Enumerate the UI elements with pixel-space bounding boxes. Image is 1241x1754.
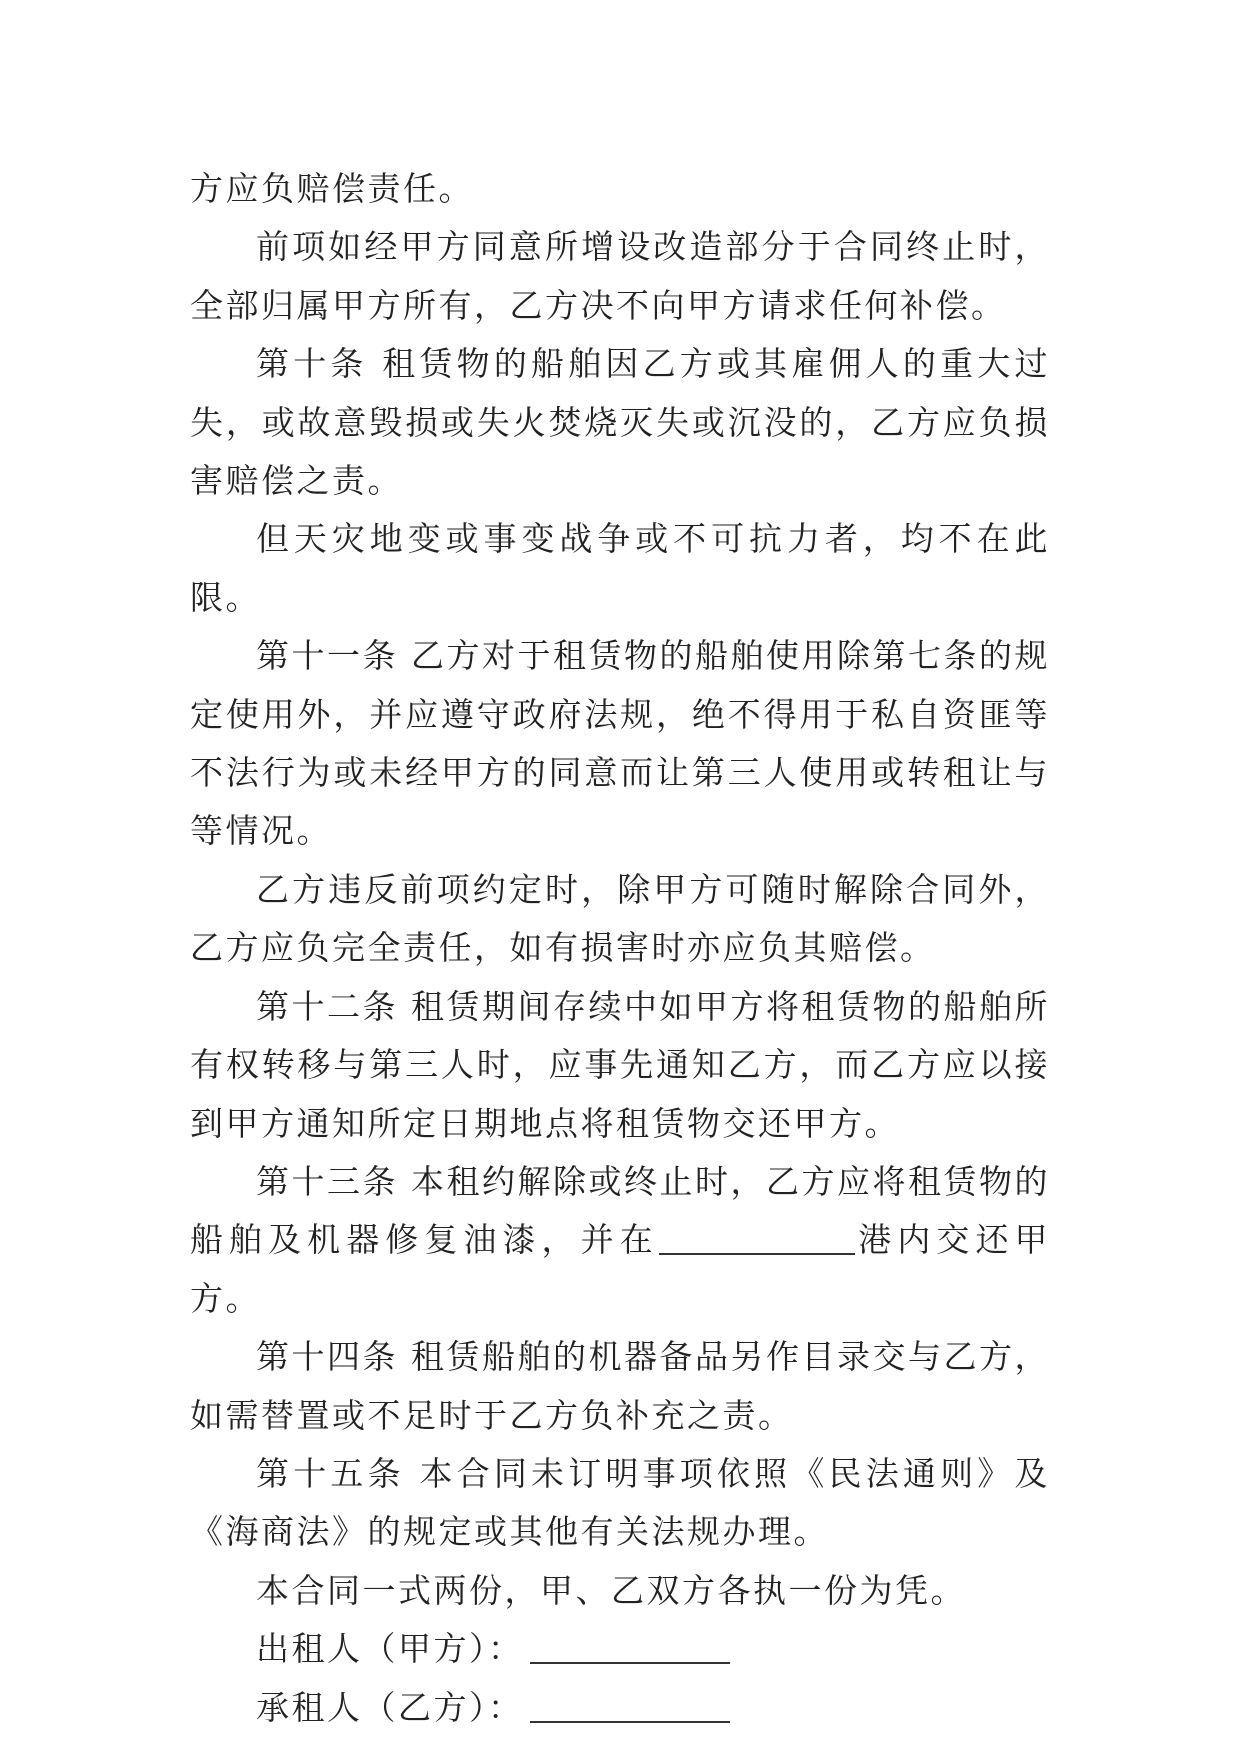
article-15: 第十五条 本合同未订明事项依照《民法通则》及《海商法》的规定或其他有关法规办理。 [190, 1453, 1050, 1552]
paragraph-compensation-end: 方应负赔偿责任。 [190, 169, 474, 208]
lessee-signature-line [190, 1679, 1050, 1737]
lessee-label: 承租人（乙方）： [256, 1687, 524, 1727]
article-12: 第十二条 租赁期间存续中如甲方将租赁物的船舶所有权转移与第三人时，应事先通知乙方，而乙方应以接到甲方通知所定日期地点将租赁物交还甲方。 [190, 986, 1050, 1143]
paragraph-breach: 乙方违反前项约定时，除甲方可随时解除合同外，乙方应负完全责任，如有损害时亦应负其赔偿。 [190, 869, 1050, 968]
paragraph-force-majeure: 但天灾地变或事变战争或不可抗力者，均不在此限。 [190, 519, 1050, 617]
article-13 [190, 1153, 1050, 1328]
article-13-text-after: 港内交还甲方。 [190, 1220, 1051, 1318]
article-14: 第十四条 租赁船舶的机器备品另作目录交与乙方，如需替置或不足时于乙方负补充之责。 [190, 1337, 1050, 1435]
contract-body [190, 160, 1050, 1737]
article-10: 第十条 租赁物的船舶因乙方或其雇佣人的重大过失，或故意毁损或失火焚烧灭失或沉没的，乙方应负损害赔偿之责。 [190, 344, 1050, 501]
port-blank-line [659, 1221, 855, 1255]
article-11: 第十一条 乙方对于租赁物的船舶使用除第七条的规定使用外，并应遵守政府法规，绝不得用于私自资匪等不法行为或未经甲方的同意而让第三人使用或转租让与等情况。 [190, 636, 1050, 851]
article-13-text-before: 第十三条 本租约解除或终止时，乙方应将租赁物的船舶及机器修复油漆，并在 [190, 1161, 1050, 1260]
lessor-signature-line [190, 1620, 1050, 1678]
lessor-signature-blank [530, 1630, 730, 1664]
lessee-signature-blank [530, 1689, 730, 1723]
paragraph-improvements: 前项如经甲方同意所增设改造部分于合同终止时，全部归属甲方所有，乙方决不向甲方请求任何补偿。 [190, 227, 1050, 325]
paragraph-copies: 本合同一式两份，甲、乙双方各执一份为凭。 [256, 1570, 966, 1610]
lessor-label: 出租人（甲方）： [256, 1629, 524, 1669]
